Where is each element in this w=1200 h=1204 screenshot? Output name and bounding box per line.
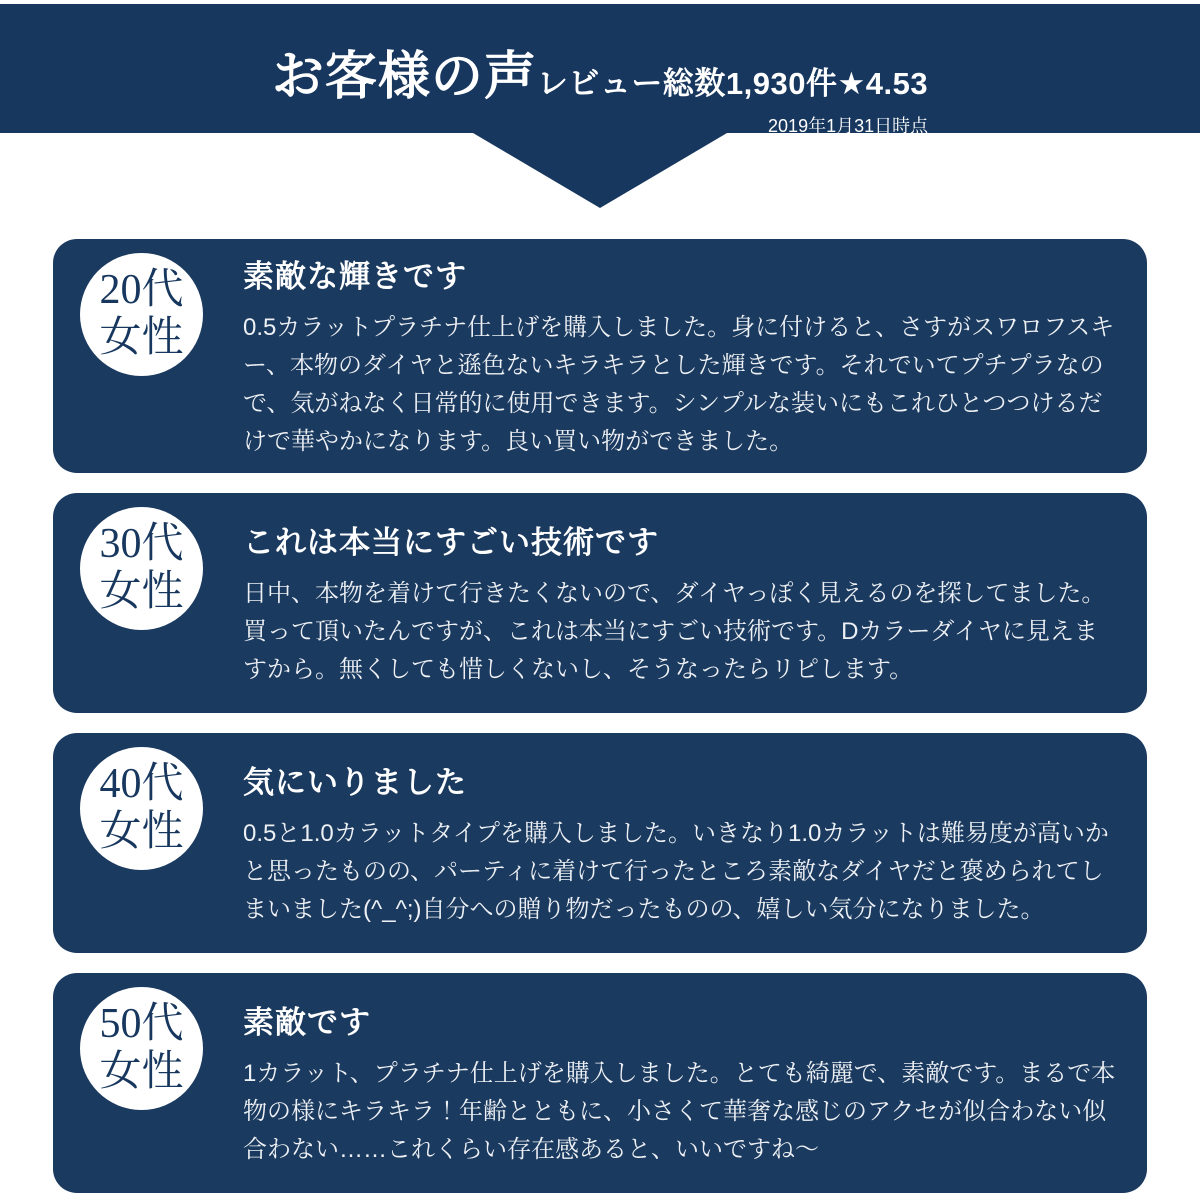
reviewer-badge [80,507,203,630]
review-content [243,239,1117,473]
reviewer-badge [80,987,203,1110]
review-card [53,493,1147,713]
review-body: 1カラット、プラチナ仕上げを購入しました。とても綺麗で、素敵です。まるで本物の様にキラキラ！年齢とともに、小さくて華奢な感じのアクセが似合わない似合わない……これくらい存在感あると、いいですね～ [243,1060,1116,1163]
review-title: 気にいりました [243,765,467,800]
reviewer-badge [80,747,203,870]
customer-voice-header [0,4,1200,136]
review-list [53,239,1147,1193]
review-title: 素敵です [243,1005,371,1040]
reviewer-gender: 女性 [99,314,184,361]
review-content [243,973,1117,1193]
review-count: レビュー総数1,930件 [536,66,838,101]
review-body: 0.5カラットプラチナ仕上げを購入しました。身に付けると、さすがスワロフスキー、本物のダイヤと遜色ないキラキラとした輝きです。それでいてプチプラなので、気がねなく日常的に使用できます。シンプルな装いにもこれひとつつけるだけで華やかになります。良い買い物ができました。 [243,314,1115,455]
review-title: 素敵な輝きです [243,259,467,294]
review-summary [537,58,928,103]
star-icon: ★ [837,66,866,101]
reviewer-age: 50代 [99,1001,184,1048]
as-of-date: 2019年1月31日時点 [768,116,929,136]
review-card [53,733,1147,953]
reviewer-age: 20代 [99,267,184,314]
reviewer-badge [80,253,203,376]
reviewer-age: 30代 [99,521,184,568]
review-content [243,733,1117,953]
reviewer-age: 40代 [99,761,184,808]
header-content [272,4,928,138]
reviewer-gender: 女性 [99,1048,184,1095]
reviewer-gender: 女性 [99,808,184,855]
review-rating: 4.53 [865,66,929,101]
review-card [53,973,1147,1193]
down-arrow-icon [473,133,727,208]
header-title-line [272,34,928,109]
review-body: 0.5と1.0カラットタイプを購入しました。いきなり1.0カラットは難易度が高いかと思ったものの、パーティに着けて行ったところ素敵なダイヤだと褒められてしまいました(^_^;)自分への贈り物だったものの、嬉しい気分になりました。 [243,820,1109,923]
page-title: お客様の声 [271,48,537,106]
reviewer-gender: 女性 [99,568,184,615]
review-card [53,239,1147,473]
review-content [243,493,1117,713]
review-body: 日中、本物を着けて行きたくないので、ダイヤっぽく見えるのを探してました。買って頂いたんですが、これは本当にすごい技術です。Dカラーダイヤに見えますから。無くしても惜しくないし、そうなったらリピします。 [243,580,1106,683]
review-title: これは本当にすごい技術です [243,525,659,560]
